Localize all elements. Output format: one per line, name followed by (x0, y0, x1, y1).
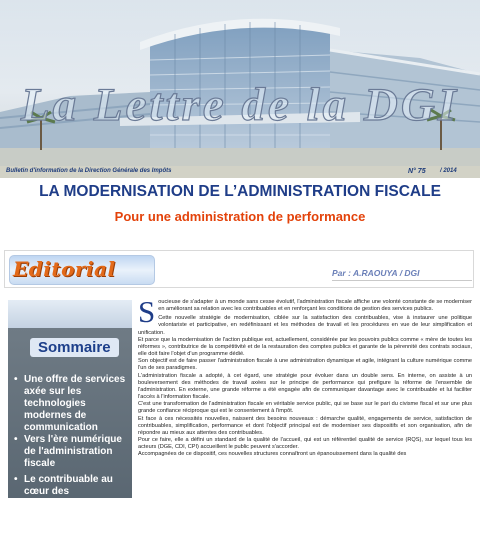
sommaire-item[interactable]: • Vers l'ère numérique de l'administration fiscale (14, 434, 122, 469)
newsletter-title: La Lettre de la DGI (20, 79, 460, 131)
article-paragraph: L'administration fiscale a adopté, à cet égard, une stratégie pour évoluer dans un double sens. En interne, on assiste à un bouleversement des méthodes de travail axées sur le principe de performance qui prefigure la réforme de l'ensemble de l'administration. En externe, une grande réforme a été engagée afin de communiquer davantage avec le contribuable et lui faciliter l'accès à l'information fiscale. (138, 372, 472, 401)
article-paragraph: Et face à ces nécessités nouvelles, naissent des besoins nouveaux : démarche qualité, engagements de service, satisfaction de contribuables, simplification, performance et dont l'objectif principal est de moderniser ses dispositifs et son organisation, afin de répondre au mieux aux attentes des contribuables. (138, 415, 472, 436)
bullet-icon: • (14, 374, 18, 385)
article-intro: Soucieuse de s'adapter à un monde sans cesse évolutif, l'administration fiscale affiche une volonté constante de se moderniser en améliorant sa relation avec les contribuables et en renforçant les conditions de gestion des services publics. (138, 294, 472, 329)
editorial-label: Editorial (13, 257, 116, 281)
page-subtitle: Pour une administration de performance (114, 209, 366, 224)
bullet-icon: • (14, 434, 18, 445)
article-body (138, 294, 472, 480)
sommaire-item[interactable]: • Une offre de services axée sur les technologies modernes de communication (14, 374, 126, 433)
sommaire-title: Sommaire (30, 338, 119, 357)
article-paragraph: Accompagnées de ce dispositif, ces nouvelles structures connaîtront un épanouissement dans la qualité des (138, 451, 407, 458)
issue-number: N° 75 (408, 168, 426, 175)
article-paragraph: Et parce que la modernisation de l'action publique est, actuellement, considérée par les pouvoirs publics comme « mère de toutes les réformes », contributrice de la compétitivité et de la restauration des comptes publics et garante de la pérennité des contrats sociaux, elle doit faire l'objet d'un programme dédié. (138, 336, 472, 358)
header-banner (0, 0, 480, 166)
article-paragraph: C'est une transformation de l'administration fiscale en véritable service public, qui se base sur le pari du civisme fiscal et sur une plus grande confiance réciproque qui est le consentement à l'impôt. (138, 401, 472, 415)
author-byline: Par : A.RAOUYA / DGI (332, 268, 420, 278)
sommaire-sidebar (8, 300, 132, 533)
newsletter-subtitle: Bulletin d'information de la Direction Générale des Impôts (6, 168, 172, 174)
issue-year: / 2014 (440, 168, 457, 174)
article-paragraph: Son objectif est de faire passer l'administration fiscale à une administration dynamique et agile, intégrant la culture numérique comme l'un de ses paradigmes. (138, 358, 472, 372)
divider (332, 280, 472, 281)
sommaire-item[interactable]: • Le contribuable au cœur des préoccupations de l'administration fiscale (14, 474, 113, 533)
drop-cap: S (138, 294, 156, 329)
editorial-logo (9, 255, 155, 285)
page-title: LA MODERNISATION DE L’ADMINISTRATION FISCALE (39, 183, 441, 200)
sidebar-photo (8, 300, 132, 328)
bullet-icon: • (14, 474, 18, 485)
article-paragraph: Cette nouvelle stratégie de modernisation, ciblée sur la satisfaction des contribuables, vise à instaurer une politique volontariste et participative, en redéfinissant et les méthodes de travail et les procédures en vue de leur simplification et unification. (138, 315, 472, 336)
article-paragraph: Pour ce faire, elle a défini un standard de la qualité de l'accueil, qui est un référentiel qualité de service (RQS), sur lequel tous les acteurs (DGE, CDI, CPI) accueillent le public peuvent s'accorder. (138, 436, 472, 451)
